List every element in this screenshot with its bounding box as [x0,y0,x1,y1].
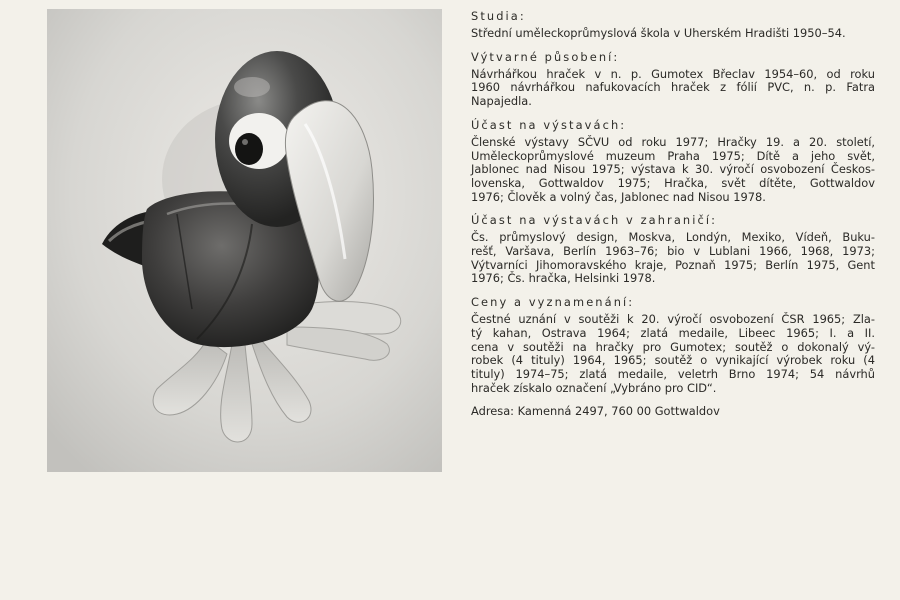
text-line: Čs. průmyslový design, Moskva, Londýn, Mexiko, Vídeň, Buku- [471,230,875,245]
section-heading: Výtvarné působení: [471,49,620,64]
text-line: tý kahan, Ostrava 1964; zlatá medaile, Libeec 1965; I. a II. [471,325,875,340]
biography-column [471,9,875,418]
section-studia [471,9,875,41]
text-line: Návrhářkou hraček v n. p. Gumotex Břeclav 1954–60, od roku [471,66,875,81]
text-line: 1960 návrhářkou nafukovacích hraček z fólií PVC, n. p. Fatra [471,80,875,95]
text-line: tituly) 1974–75; zlatá medaile, veletrh Brno 1974; 54 návrhů [471,366,875,381]
text-line: robek (4 tituly) 1964, 1965; soutěž o vynikající výrobek roku (4 [471,353,875,368]
section-ceny-a-vyznamenani [471,295,875,395]
section-vytvarne-pusobeni [471,50,875,109]
text-line: 1976; Čs. hračka, Helsinki 1978. [471,271,656,286]
inflatable-bird-toy-image [47,9,442,472]
text-line: cena v soutěži na hračky pro Gumotex; soutěž o dokonalý vý- [471,339,875,354]
section-text [471,313,875,395]
section-ucast-v-zahranici [471,213,875,286]
text-line: hraček získalo označení „Vybráno pro CID“. [471,380,717,395]
text-line: rešť, Varšava, Berlín 1963–76; bio v Lublani 1966, 1968, 1973; [471,244,875,259]
section-heading: Ceny a vyznamenání: [471,295,635,310]
text-line: Výtvarníci Jihomoravského kraje, Poznaň 1975; Berlín 1975, Gent [471,257,875,272]
section-text [471,136,875,205]
section-heading: Studia: [471,9,526,23]
section-heading: Účast na výstavách v zahraničí: [471,213,718,228]
section-text [471,68,875,109]
text-line: Napajedla. [471,94,532,109]
section-text [471,231,875,286]
text-line: Čestné uznání v soutěži k 20. výročí osvobození ČSR 1965; Zla- [471,312,875,327]
text-line: Členské výstavy SČVU od roku 1977; Hračky 19. a 20. století, [471,134,875,149]
text-line: Střední uměleckoprůmyslová škola v Uherském Hradišti 1950–54. [471,26,846,40]
text-line: lovenska, Gottwaldov 1975; Hračka, svět dítěte, Gottwaldov [471,175,875,190]
text-line: 1976; Člověk a volný čas, Jablonec nad Nisou 1978. [471,189,766,204]
section-heading: Účast na výstavách: [471,117,627,132]
toy-photo [47,9,442,472]
text-line: Jablonec nad Nisou 1975; výstava k 30. výročí osvobození Českos- [471,162,875,177]
section-ucast-na-vystavach [471,118,875,205]
section-text [471,27,875,41]
address: Adresa: Kamenná 2497, 760 00 Gottwaldov [471,404,720,419]
text-line: Uměleckoprůmyslové muzeum Praha 1975; Dítě a jeho svět, [471,148,875,163]
